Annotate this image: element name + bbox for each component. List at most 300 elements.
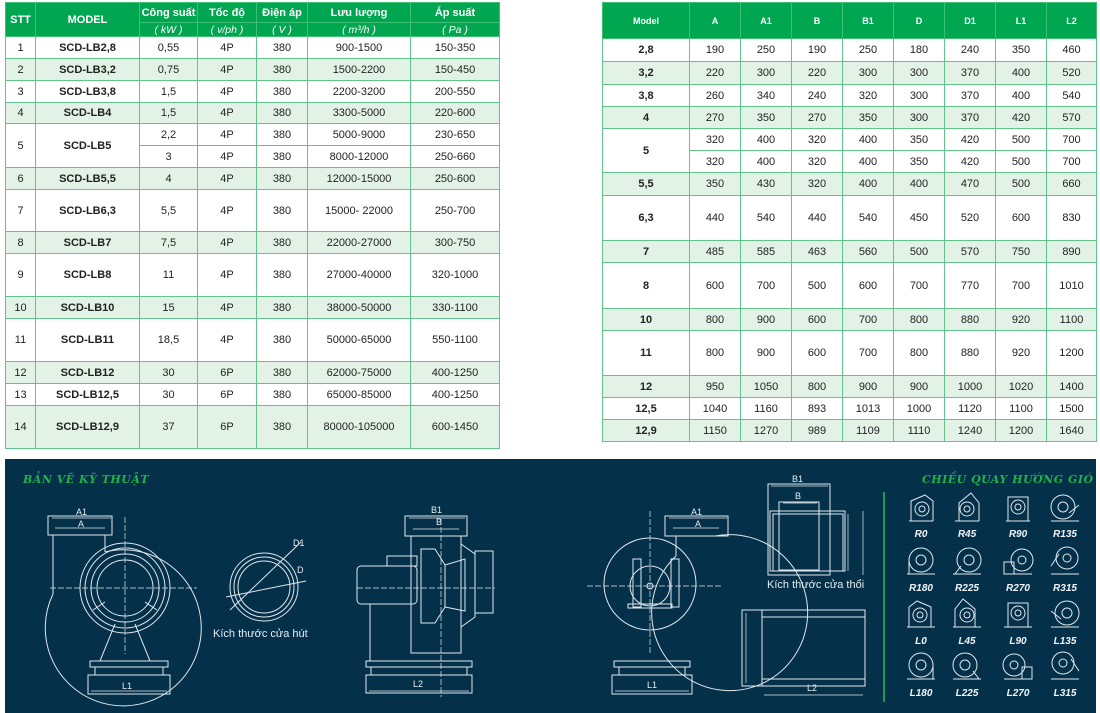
label-a1-back: A1 xyxy=(691,507,703,517)
cell-d: 300 xyxy=(894,85,945,107)
direction-label: L135 xyxy=(1053,636,1077,647)
cell-d: 500 xyxy=(894,241,945,263)
cell-l2: 1500 xyxy=(1047,398,1097,420)
cell-flow: 80000-105000 xyxy=(308,406,411,449)
cell-b1: 320 xyxy=(843,85,894,107)
cell-flow: 65000-85000 xyxy=(308,384,411,406)
cell-d1: 880 xyxy=(945,331,996,376)
table-row xyxy=(6,297,500,319)
cell-model: SCD-LB10 xyxy=(36,297,140,319)
direction-label: R0 xyxy=(914,529,928,540)
cell-voltage: 380 xyxy=(257,232,308,254)
cell-l1: 1020 xyxy=(996,376,1047,398)
cell-l1: 400 xyxy=(996,85,1047,107)
cell-speed: 4P xyxy=(198,103,257,124)
cell-a1: 300 xyxy=(741,62,792,85)
cell-d: 700 xyxy=(894,263,945,309)
table-row xyxy=(6,168,500,190)
cell-voltage: 380 xyxy=(257,146,308,168)
cell-d: 1000 xyxy=(894,398,945,420)
cell-flow: 1500-2200 xyxy=(308,59,411,81)
cell-d1: 770 xyxy=(945,263,996,309)
table-row xyxy=(6,124,500,146)
label-b1: B1 xyxy=(431,505,443,515)
cell-power: 18,5 xyxy=(140,319,198,362)
cell-l1: 750 xyxy=(996,241,1047,263)
direction-label: R45 xyxy=(957,529,977,540)
header-a: A xyxy=(690,3,741,39)
cell-stt: 8 xyxy=(6,232,36,254)
label-d: D xyxy=(297,565,304,575)
cell-flow: 38000-50000 xyxy=(308,297,411,319)
cell-model: SCD-LB12 xyxy=(36,362,140,384)
cell-a1: 1270 xyxy=(741,420,792,442)
cell-speed: 4P xyxy=(198,37,257,59)
cell-speed: 6P xyxy=(198,384,257,406)
cell-stt: 11 xyxy=(6,319,36,362)
cell-b: 600 xyxy=(792,309,843,331)
header-voltage: Điện áp xyxy=(257,3,308,23)
cell-b: 320 xyxy=(792,129,843,151)
cell-stt: 14 xyxy=(6,406,36,449)
cell-a: 260 xyxy=(690,85,741,107)
cell-pressure: 330-1100 xyxy=(411,297,500,319)
cell-model: 3,8 xyxy=(603,85,690,107)
cell-b1: 900 xyxy=(843,376,894,398)
cell-l2: 570 xyxy=(1047,107,1097,129)
cell-model: SCD-LB4 xyxy=(36,103,140,124)
cell-power: 7,5 xyxy=(140,232,198,254)
cell-stt: 6 xyxy=(6,168,36,190)
cell-voltage: 380 xyxy=(257,297,308,319)
fan-l0-icon xyxy=(903,597,939,633)
direction-label: R90 xyxy=(1008,529,1028,540)
cell-l2: 890 xyxy=(1047,241,1097,263)
cell-l2: 1400 xyxy=(1047,376,1097,398)
cell-speed: 4P xyxy=(198,254,257,297)
cell-a: 220 xyxy=(690,62,741,85)
cell-l2: 540 xyxy=(1047,85,1097,107)
inlet-dimension-drawing xyxy=(226,542,306,621)
cell-a1: 350 xyxy=(741,107,792,129)
cell-flow: 3300-5000 xyxy=(308,103,411,124)
cell-l1: 500 xyxy=(996,151,1047,173)
cell-stt: 13 xyxy=(6,384,36,406)
cell-voltage: 380 xyxy=(257,124,308,146)
cell-speed: 6P xyxy=(198,362,257,384)
cell-a: 270 xyxy=(690,107,741,129)
cell-stt: 3 xyxy=(6,81,36,103)
cell-speed: 4P xyxy=(198,232,257,254)
header-flow: Lưu lượng xyxy=(308,3,411,23)
cell-voltage: 380 xyxy=(257,59,308,81)
cell-a: 440 xyxy=(690,196,741,241)
cell-d1: 520 xyxy=(945,196,996,241)
cell-a1: 900 xyxy=(741,309,792,331)
cell-l1: 920 xyxy=(996,309,1047,331)
cell-power: 15 xyxy=(140,297,198,319)
header-model: Model xyxy=(603,3,690,39)
cell-b: 800 xyxy=(792,376,843,398)
cell-b1: 1109 xyxy=(843,420,894,442)
cell-l1: 920 xyxy=(996,331,1047,376)
cell-model: 12,5 xyxy=(603,398,690,420)
table-row xyxy=(603,39,1097,62)
cell-a: 1150 xyxy=(690,420,741,442)
cell-b1: 1013 xyxy=(843,398,894,420)
cell-l1: 1100 xyxy=(996,398,1047,420)
cell-power: 2,2 xyxy=(140,124,198,146)
fan-l45-icon xyxy=(949,597,985,633)
cell-d1: 1000 xyxy=(945,376,996,398)
cell-d1: 880 xyxy=(945,309,996,331)
cell-b: 600 xyxy=(792,331,843,376)
cell-speed: 4P xyxy=(198,319,257,362)
table-row xyxy=(603,420,1097,442)
fan-l270-icon xyxy=(1000,649,1036,685)
cell-model: SCD-LB3,2 xyxy=(36,59,140,81)
dimension-table xyxy=(602,2,1097,442)
cell-model: SCD-LB6,3 xyxy=(36,190,140,232)
cell-pressure: 200-550 xyxy=(411,81,500,103)
cell-a: 485 xyxy=(690,241,741,263)
fan-r45-icon xyxy=(949,491,985,527)
cell-flow: 50000-65000 xyxy=(308,319,411,362)
cell-d1: 1240 xyxy=(945,420,996,442)
cell-speed: 4P xyxy=(198,81,257,103)
cell-l2: 520 xyxy=(1047,62,1097,85)
cell-d: 1110 xyxy=(894,420,945,442)
cell-voltage: 380 xyxy=(257,319,308,362)
cell-l1: 500 xyxy=(996,173,1047,196)
cell-b1: 250 xyxy=(843,39,894,62)
cell-model: 3,2 xyxy=(603,62,690,85)
cell-model: SCD-LB7 xyxy=(36,232,140,254)
header-speed: Tốc độ xyxy=(198,3,257,23)
cell-b1: 350 xyxy=(843,107,894,129)
cell-d1: 370 xyxy=(945,62,996,85)
cell-model: 6,3 xyxy=(603,196,690,241)
cell-d: 800 xyxy=(894,331,945,376)
direction-label: R225 xyxy=(955,583,979,594)
fan-l135-icon xyxy=(1047,597,1083,633)
cell-pressure: 230-650 xyxy=(411,124,500,146)
table-row xyxy=(6,190,500,232)
fan-r180-icon xyxy=(903,544,939,580)
rotation-title: CHIỀU QUAY HƯỚNG GIÓ xyxy=(922,473,1094,486)
direction-label: R180 xyxy=(909,583,933,594)
cell-d: 180 xyxy=(894,39,945,62)
table-row xyxy=(603,62,1097,85)
cell-b: 500 xyxy=(792,263,843,309)
label-b-outlet: B xyxy=(795,491,802,501)
cell-flow: 22000-27000 xyxy=(308,232,411,254)
cell-speed: 6P xyxy=(198,406,257,449)
cell-power: 5,5 xyxy=(140,190,198,232)
cell-d: 350 xyxy=(894,129,945,151)
cell-model: 12,9 xyxy=(603,420,690,442)
cell-speed: 4P xyxy=(198,59,257,81)
unit-voltage: ( V ) xyxy=(257,23,308,37)
label-a: A xyxy=(78,519,85,529)
cell-a: 800 xyxy=(690,309,741,331)
cell-d: 450 xyxy=(894,196,945,241)
cell-model: SCD-LB8 xyxy=(36,254,140,297)
cell-b1: 300 xyxy=(843,62,894,85)
cell-l2: 700 xyxy=(1047,129,1097,151)
cell-a: 1040 xyxy=(690,398,741,420)
header-b: B xyxy=(792,3,843,39)
table-row xyxy=(603,173,1097,196)
cell-d1: 420 xyxy=(945,129,996,151)
cell-speed: 4P xyxy=(198,168,257,190)
label-a1: A1 xyxy=(76,507,88,517)
cell-a: 800 xyxy=(690,331,741,376)
cell-b: 320 xyxy=(792,151,843,173)
label-l2-base: L2 xyxy=(807,683,818,693)
table-row xyxy=(6,81,500,103)
cell-a: 600 xyxy=(690,263,741,309)
cell-d: 900 xyxy=(894,376,945,398)
table-row xyxy=(6,254,500,297)
cell-pressure: 400-1250 xyxy=(411,384,500,406)
fan-r270-icon xyxy=(1000,544,1036,580)
cell-stt: 10 xyxy=(6,297,36,319)
cell-model: 11 xyxy=(603,331,690,376)
cell-a: 320 xyxy=(690,129,741,151)
cell-stt: 7 xyxy=(6,190,36,232)
cell-voltage: 380 xyxy=(257,168,308,190)
fan-l315-icon xyxy=(1047,649,1083,685)
fan-l225-icon xyxy=(949,649,985,685)
cell-b: 989 xyxy=(792,420,843,442)
cell-b1: 600 xyxy=(843,263,894,309)
fan-r225-icon xyxy=(949,544,985,580)
cell-model: 12 xyxy=(603,376,690,398)
cell-power: 0,55 xyxy=(140,37,198,59)
direction-label: L315 xyxy=(1053,688,1077,699)
header-pressure: Áp suất xyxy=(411,3,500,23)
header-l1: L1 xyxy=(996,3,1047,39)
cell-flow: 62000-75000 xyxy=(308,362,411,384)
direction-label: L90 xyxy=(1009,636,1027,647)
cell-model: SCD-LB3,8 xyxy=(36,81,140,103)
cell-pressure: 300-750 xyxy=(411,232,500,254)
base-plan-drawing xyxy=(742,610,865,695)
table-row xyxy=(6,406,500,449)
cell-d1: 570 xyxy=(945,241,996,263)
fan-r0-icon xyxy=(903,491,939,527)
cell-b: 463 xyxy=(792,241,843,263)
cell-pressure: 250-600 xyxy=(411,168,500,190)
cell-a1: 540 xyxy=(741,196,792,241)
cell-flow: 2200-3200 xyxy=(308,81,411,103)
cell-speed: 4P xyxy=(198,297,257,319)
fan-r135-icon xyxy=(1047,491,1083,527)
cell-power: 0,75 xyxy=(140,59,198,81)
fan-l180-icon xyxy=(903,649,939,685)
cell-voltage: 380 xyxy=(257,254,308,297)
table-row xyxy=(6,384,500,406)
fan-back-view-drawing xyxy=(587,511,808,694)
table-row xyxy=(6,103,500,124)
cell-model: SCD-LB2,8 xyxy=(36,37,140,59)
cell-b1: 400 xyxy=(843,151,894,173)
cell-voltage: 380 xyxy=(257,384,308,406)
cell-l2: 1010 xyxy=(1047,263,1097,309)
cell-d1: 420 xyxy=(945,151,996,173)
technical-drawing-panel xyxy=(5,459,1096,713)
table-row xyxy=(6,59,500,81)
cell-l1: 500 xyxy=(996,129,1047,151)
header-stt: STT xyxy=(6,3,36,37)
cell-a1: 700 xyxy=(741,263,792,309)
cell-flow: 8000-12000 xyxy=(308,146,411,168)
cell-stt: 2 xyxy=(6,59,36,81)
cell-flow: 900-1500 xyxy=(308,37,411,59)
cell-b1: 700 xyxy=(843,309,894,331)
cell-a: 350 xyxy=(690,173,741,196)
label-b: B xyxy=(436,517,443,527)
header-l2: L2 xyxy=(1047,3,1097,39)
cell-speed: 4P xyxy=(198,146,257,168)
fan-r315-icon xyxy=(1047,544,1083,580)
table-row xyxy=(603,85,1097,107)
cell-d1: 1120 xyxy=(945,398,996,420)
table-row xyxy=(603,309,1097,331)
label-l1: L1 xyxy=(122,681,133,691)
cell-model: SCD-LB5,5 xyxy=(36,168,140,190)
spec-table xyxy=(5,2,500,449)
cell-voltage: 380 xyxy=(257,103,308,124)
cell-b1: 700 xyxy=(843,331,894,376)
cell-a: 950 xyxy=(690,376,741,398)
cell-flow: 5000-9000 xyxy=(308,124,411,146)
cell-l2: 1100 xyxy=(1047,309,1097,331)
cell-l1: 420 xyxy=(996,107,1047,129)
label-l2: L2 xyxy=(413,679,424,689)
cell-a1: 430 xyxy=(741,173,792,196)
cell-d: 350 xyxy=(894,151,945,173)
direction-label: L270 xyxy=(1006,688,1030,699)
table-row xyxy=(603,129,1097,151)
cell-a: 190 xyxy=(690,39,741,62)
direction-label: R315 xyxy=(1053,583,1077,594)
cell-b: 190 xyxy=(792,39,843,62)
cell-voltage: 380 xyxy=(257,362,308,384)
direction-label: L45 xyxy=(958,636,976,647)
cell-a1: 400 xyxy=(741,151,792,173)
cell-power: 11 xyxy=(140,254,198,297)
cell-a1: 1160 xyxy=(741,398,792,420)
cell-pressure: 400-1250 xyxy=(411,362,500,384)
table-row xyxy=(6,232,500,254)
cell-b: 240 xyxy=(792,85,843,107)
cell-model: SCD-LB12,5 xyxy=(36,384,140,406)
outlet-caption: Kích thước cửa thổi xyxy=(767,579,865,591)
cell-voltage: 380 xyxy=(257,190,308,232)
cell-power: 37 xyxy=(140,406,198,449)
table-row xyxy=(603,398,1097,420)
cell-stt: 5 xyxy=(6,124,36,168)
cell-pressure: 600-1450 xyxy=(411,406,500,449)
cell-b: 270 xyxy=(792,107,843,129)
table-row xyxy=(603,331,1097,376)
cell-a1: 340 xyxy=(741,85,792,107)
header-power: Công suất xyxy=(140,3,198,23)
cell-power: 1,5 xyxy=(140,103,198,124)
fan-r90-icon xyxy=(1000,491,1036,527)
table-row xyxy=(6,319,500,362)
cell-l2: 460 xyxy=(1047,39,1097,62)
direction-label: L180 xyxy=(909,688,933,699)
cell-a1: 400 xyxy=(741,129,792,151)
cell-a1: 900 xyxy=(741,331,792,376)
label-d1: D1 xyxy=(293,538,305,548)
table-row xyxy=(603,376,1097,398)
cell-model: 10 xyxy=(603,309,690,331)
cell-l2: 1640 xyxy=(1047,420,1097,442)
cell-model: 8 xyxy=(603,263,690,309)
cell-model: 5 xyxy=(603,129,690,173)
cell-d1: 240 xyxy=(945,39,996,62)
cell-pressure: 250-660 xyxy=(411,146,500,168)
cell-l1: 350 xyxy=(996,39,1047,62)
cell-voltage: 380 xyxy=(257,406,308,449)
cell-pressure: 320-1000 xyxy=(411,254,500,297)
cell-voltage: 380 xyxy=(257,81,308,103)
table-row xyxy=(603,241,1097,263)
inlet-caption: Kích thước cửa hút xyxy=(213,628,308,640)
cell-d: 800 xyxy=(894,309,945,331)
cell-power: 30 xyxy=(140,384,198,406)
cell-b: 220 xyxy=(792,62,843,85)
cell-a1: 1050 xyxy=(741,376,792,398)
table-row xyxy=(603,196,1097,241)
cell-d: 300 xyxy=(894,107,945,129)
header-a1: A1 xyxy=(741,3,792,39)
cell-flow: 15000- 22000 xyxy=(308,190,411,232)
header-d1: D1 xyxy=(945,3,996,39)
table-row xyxy=(6,37,500,59)
fan-front-view-drawing xyxy=(45,516,201,706)
cell-l2: 1200 xyxy=(1047,331,1097,376)
direction-label: R135 xyxy=(1053,529,1077,540)
unit-power: ( kW ) xyxy=(140,23,198,37)
direction-label: L0 xyxy=(915,636,927,647)
cell-flow: 12000-15000 xyxy=(308,168,411,190)
cell-l2: 700 xyxy=(1047,151,1097,173)
outlet-dimension-drawing xyxy=(768,484,863,575)
unit-pressure: ( Pa ) xyxy=(411,23,500,37)
fan-side-view-drawing xyxy=(357,516,495,697)
cell-speed: 4P xyxy=(198,190,257,232)
direction-label: L225 xyxy=(955,688,979,699)
cell-b: 440 xyxy=(792,196,843,241)
cell-l1: 1200 xyxy=(996,420,1047,442)
cell-model: 4 xyxy=(603,107,690,129)
cell-model: 5,5 xyxy=(603,173,690,196)
cell-a1: 250 xyxy=(741,39,792,62)
label-a-back: A xyxy=(695,519,702,529)
cell-flow: 27000-40000 xyxy=(308,254,411,297)
header-b1: B1 xyxy=(843,3,894,39)
table-row xyxy=(603,107,1097,129)
cell-l2: 660 xyxy=(1047,173,1097,196)
cell-speed: 4P xyxy=(198,124,257,146)
cell-model: SCD-LB11 xyxy=(36,319,140,362)
cell-b: 893 xyxy=(792,398,843,420)
